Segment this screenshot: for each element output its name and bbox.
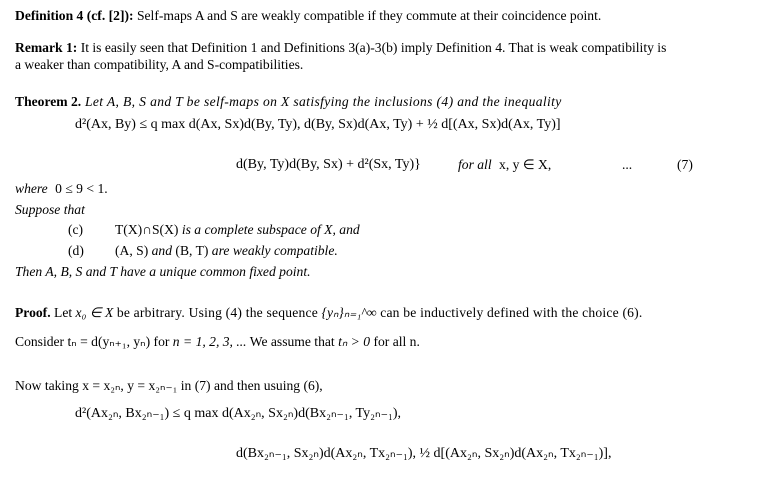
condition-d-label: (d) bbox=[68, 243, 84, 258]
equation-dots: ... bbox=[622, 157, 633, 172]
condition-c-expr: T(X)∩S(X) bbox=[115, 222, 179, 237]
theorem-2-line1: Let A, B, S and T be self-maps on X satisfying the inclusions (4) and the inequality bbox=[81, 94, 562, 109]
forall-label: for all bbox=[458, 157, 492, 172]
proof-line3-b: in (7) and then usuing (6), bbox=[177, 378, 323, 393]
proof-label: Proof. bbox=[15, 305, 51, 320]
proof-line1-b: be arbitrary. Using (4) the sequence bbox=[113, 305, 322, 320]
suppose-that: Suppose that bbox=[15, 202, 85, 217]
condition-d-expr1: (A, S) bbox=[115, 243, 149, 258]
proof-line3-a: Now taking bbox=[15, 378, 83, 393]
condition-d-and: and bbox=[148, 243, 176, 258]
definition-4 bbox=[15, 8, 601, 24]
proof-line2-d: for all n. bbox=[370, 334, 420, 349]
equation-number-7: (7) bbox=[677, 157, 693, 172]
theorem-2-label: Theorem 2. bbox=[15, 94, 82, 109]
theorem-2-heading bbox=[15, 94, 562, 110]
theorem-2-equation-1: d²(Ax, By) ≤ q max d(Ax, Sx)d(By, Ty), d(By, Sx)d(Ax, Ty) + ½ d[(Ax, Sx)d(Ax, Ty)] bbox=[75, 117, 561, 132]
q-condition: 0 ≤ 9 < 1. bbox=[55, 181, 108, 196]
proof-equation-1: d²(Ax₂ₙ, Bx₂ₙ₋₁) ≤ q max d(Ax₂ₙ, Sx₂ₙ)d(Bx₂ₙ₋₁, Ty₂ₙ₋₁), bbox=[75, 406, 402, 421]
proof-line2-a: Consider bbox=[15, 334, 68, 349]
proof-line1-a: Let bbox=[50, 305, 76, 320]
definition-4-label: Definition 4 (cf. [2]): bbox=[15, 8, 134, 23]
remark-1-label: Remark 1: bbox=[15, 40, 78, 55]
proof-line2-c: We assume that bbox=[246, 334, 339, 349]
condition-d-text: are weakly compatible. bbox=[208, 243, 338, 258]
where-label: where bbox=[15, 181, 48, 196]
theorem-2-equation-2: d(By, Ty)d(By, Sx) + d²(Sx, Ty)} bbox=[236, 157, 421, 172]
definition-4-text: Self-maps A and S are weakly compatible if they commute at their coincidence point. bbox=[133, 8, 602, 23]
proof-sequence: {yₙ}ₙ₌₁^∞ bbox=[321, 305, 377, 320]
remark-1-line1: It is easily seen that Definition 1 and Definitions 3(a)-3(b) imply Definition 4. That is weak compatibility is bbox=[77, 40, 667, 55]
remark-1 bbox=[15, 40, 750, 56]
where-clause bbox=[15, 181, 108, 197]
condition-c-text: is a complete subspace of X, and bbox=[178, 222, 360, 237]
forall-vars: x, y ∈ X, bbox=[499, 157, 552, 172]
condition-d bbox=[115, 243, 338, 259]
proof-line-3 bbox=[15, 378, 323, 394]
remark-1-line2: a weaker than compatibility, A and S-compatibilities. bbox=[15, 57, 304, 72]
proof-line-1 bbox=[15, 305, 643, 321]
condition-d-expr2: (B, T) bbox=[175, 243, 209, 258]
theorem-2-forall bbox=[458, 157, 551, 173]
proof-tpos: tₙ > 0 bbox=[338, 334, 371, 349]
proof-line2-b: for bbox=[150, 334, 173, 349]
proof-equation-2: d(Bx₂ₙ₋₁, Sx₂ₙ)d(Ax₂ₙ, Tx₂ₙ₋₁), ½ d[(Ax₂ₙ, Sx₂ₙ)d(Ax₂ₙ, Tx₂ₙ₋₁)], bbox=[236, 446, 612, 461]
proof-x0: x₀ ∈ X bbox=[75, 305, 114, 320]
proof-substitution: x = x₂ₙ, y = x₂ₙ₋₁ bbox=[82, 378, 178, 393]
proof-nvals: n = 1, 2, 3, ... bbox=[172, 334, 247, 349]
proof-line1-c: can be inductively defined with the choice (6). bbox=[376, 305, 643, 320]
proof-tn: tₙ = d(yₙ₊₁, yₙ) bbox=[67, 334, 151, 349]
theorem-2-conclusion: Then A, B, S and T have a unique common fixed point. bbox=[15, 264, 311, 279]
proof-line-2 bbox=[15, 334, 420, 350]
condition-c-label: (c) bbox=[68, 222, 84, 237]
condition-c bbox=[115, 222, 360, 238]
